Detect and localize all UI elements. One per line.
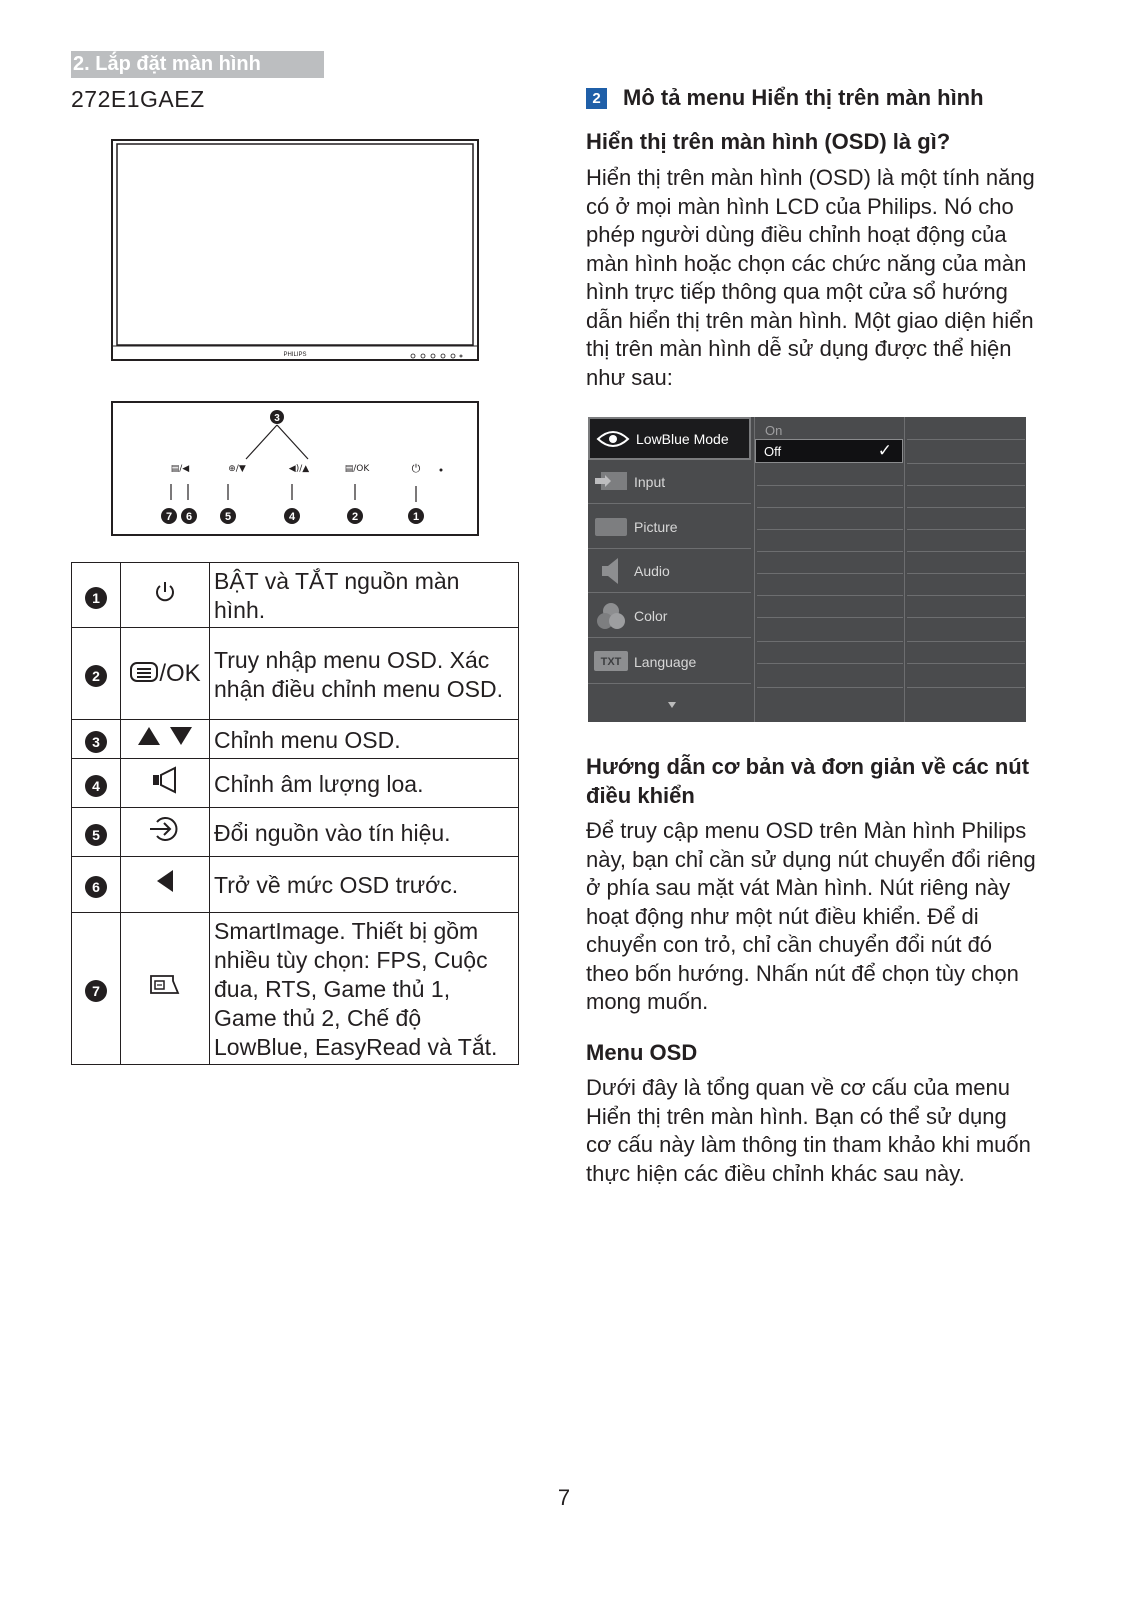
osd-item-audio: Audio [588,550,751,593]
scroll-down-icon [668,702,676,708]
callout-4: 4 [288,511,296,523]
row-number: 6 [85,876,107,898]
model-number: 272E1GAEZ [71,86,205,112]
speaker-icon [121,759,210,808]
language-icon [588,649,634,675]
back-arrow-icon [121,857,210,913]
row-description: SmartImage. Thiết bị gồm nhiều tùy chọn: FPS, Cuộc đua, RTS, Game thủ 1, Game thủ 2, Chế độ LowBlue, EasyRead và Tắt. [210,913,519,1065]
callout-7: 7 [165,511,173,523]
row-number: 7 [85,980,107,1002]
table-row [72,628,519,720]
osd-question-heading: Hiển thị trên màn hình (OSD) là gì? [586,129,951,154]
row-description: Trở về mức OSD trước. [210,857,519,913]
table-row [72,563,519,628]
input-source-icon [121,808,210,857]
buttons-diagram [111,401,479,536]
table-row [72,759,519,808]
osd-main-menu [588,417,753,722]
row-description: Chỉnh menu OSD. [210,720,519,759]
osd-intro-paragraph: Hiển thị trên màn hình (OSD) là một tính năng có ở mọi màn hình LCD của Philips. Nó cho phép người dùng điều chỉnh hoạt động của màn hình hoặc chọn các chức năng của màn hình trực tiếp thông qua một cửa sổ hướng dẫn hiển thị trên màn hình. Một giao diện hiển thị trên màn hình dễ sử dụng được thể hiện như sau: [586,165,1035,390]
osd-item-language: TXT Language [588,641,751,684]
osd-menu-paragraph: Dưới đây là tổng quan về cơ cấu của menu Hiển thị trên màn hình. Bạn có thể sử dụng cơ cấu này làm thông tin tham khảo khi muốn thực hiện các điều chỉnh khác sau này. [586,1075,1031,1186]
osd-option-on: On [765,423,783,438]
monitor-front-illustration [111,139,479,361]
osd-menu-heading: Menu OSD [586,1040,698,1065]
callout-2: 2 [351,511,359,523]
buttons-table [71,562,519,1065]
eye-icon [590,429,636,449]
row-description: Chỉnh âm lượng loa. [210,759,519,808]
row-description: BẬT và TẮT nguồn màn hình. [210,563,519,628]
osd-submenu [754,417,905,722]
controls-guide-heading: Hướng dẫn cơ bản và đơn giản về các nút điều khiển [586,754,1030,808]
row-number: 3 [85,731,107,753]
color-icon [588,601,634,631]
up-down-arrows-icon [121,720,210,759]
monitor-brand-logo: PHILIPS [283,352,307,358]
callout-1: 1 [412,511,420,523]
section-tab: 2. Lắp đặt màn hình [71,51,324,78]
diagram-label-menu: ▤/OK [344,464,370,474]
callout-5: 5 [224,511,232,523]
table-row [72,808,519,857]
osd-third-column [904,417,1027,722]
osd-item-color: Color [588,595,751,638]
input-icon [588,470,634,494]
osd-item-lowblue: LowBlue Mode [588,417,751,460]
table-row [72,720,519,759]
svg-text:3: 3 [274,413,280,424]
power-icon [121,563,210,628]
osd-item-picture: Picture [588,506,751,549]
menu-ok-icon: /OK [121,628,210,720]
page-number: 7 [557,1485,571,1510]
row-number: 2 [85,665,107,687]
diagram-label-power: ⏻ [411,462,421,475]
diagram-label-volume: ◀)/▲ [288,464,310,474]
osd-menu-screenshot [588,417,1026,722]
section-number: 2 [586,88,607,109]
diagram-label-input: ⊕/▼ [228,464,246,474]
diagram-label-smartimage: ▤/◀ [170,464,190,474]
row-description: Đổi nguồn vào tín hiệu. [210,808,519,857]
row-number: 4 [85,775,107,797]
section-heading [586,85,1036,111]
check-icon: ✓ [877,441,892,460]
picture-icon [588,516,634,538]
row-description: Truy nhập menu OSD. Xác nhận điều chỉnh menu OSD. [210,628,519,720]
svg-text:TXT: TXT [600,656,622,668]
row-number: 5 [85,824,107,846]
row-number: 1 [85,587,107,609]
controls-guide-paragraph: Để truy cập menu OSD trên Màn hình Philips này, bạn chỉ cần sử dụng nút chuyển đổi riêng ở phía sau mặt vát Màn hình. Nút riêng này hoạt động như một nút điều khiển. Để di chuyển con trỏ, chỉ cần chuyển đổi nút đó theo bốn hướng. Nhấn nút để chọn tùy chọn mong muốn. [586,818,1036,1014]
osd-option-off: Off ✓ [755,439,903,463]
table-row [72,913,519,1065]
smartimage-icon [121,913,210,1065]
section-title: Mô tả menu Hiển thị trên màn hình [623,85,984,110]
table-row [72,857,519,913]
audio-icon [588,556,634,586]
callout-6: 6 [185,511,193,523]
osd-item-input: Input [588,461,751,504]
